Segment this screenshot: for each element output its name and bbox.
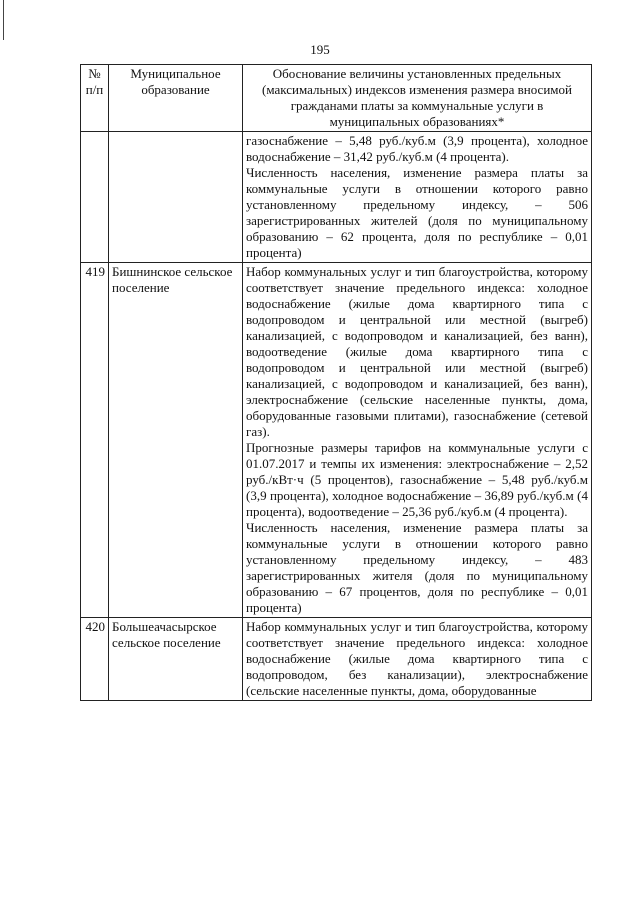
- justification-cell: [243, 263, 592, 618]
- justification-cell: [243, 132, 592, 263]
- row-number: 420: [81, 618, 109, 701]
- tariff-justification-table: [80, 64, 592, 701]
- row-number: [81, 132, 109, 263]
- justification-paragraph: Прогнозные размеры тарифов на коммунальные услуги с 01.07.2017 и темпы их изменения: электроснабжение – 2,52 руб./кВт·ч (5 процентов), газоснабжение – 5,48 руб./куб.м (3,9 процента), холодное водоснабжение – 36,89 руб./куб.м (4 процента), водоотведение – 25,36 руб./куб.м (4 процента).: [246, 440, 588, 519]
- justification-paragraph: Численность населения, изменение размера платы за коммунальные услуги в отношении которого равно установленному предельному индексу, – 506 зарегистрированных жителей (доля по муниципальному образованию – 62 процента, доля по республике – 0,01 процента): [246, 165, 588, 260]
- municipality-name: [109, 132, 243, 263]
- municipality-name: Бишнинское сельское поселение: [109, 263, 243, 618]
- table-row: [81, 618, 592, 701]
- margin-line: [3, 0, 4, 40]
- header-num: № п/п: [81, 65, 109, 132]
- table-row: [81, 132, 592, 263]
- page-number: 195: [310, 42, 330, 57]
- table-header-row: [81, 65, 592, 132]
- justification-paragraph: Набор коммунальных услуг и тип благоустройства, которому соответствует значение предельного индекса: холодное водоснабжение (жилые дома квартирного типа с водопроводом и центральной или местной (выгреб) канализацией, с водопроводом и канализацией, без ванн), водоотведение (жилые дома квартирного типа с водопроводом и центральной или местной (выгреб) канализацией, с водопроводом и канализацией, без ванн), электроснабжение (сельские населенные пункты, дома, оборудованные газовыми плитами), газоснабжение (сетевой газ).: [246, 264, 588, 439]
- header-justification: Обоснование величины установленных предельных (максимальных) индексов изменения размера вносимой гражданами платы за коммунальные услуги в муниципальных образованиях*: [243, 65, 592, 132]
- justification-paragraph: газоснабжение – 5,48 руб./куб.м (3,9 процента), холодное водоснабжение – 31,42 руб./куб.м (4 процента).: [246, 133, 588, 164]
- header-municipality: Муниципальное образование: [109, 65, 243, 132]
- row-number: 419: [81, 263, 109, 618]
- table-row: [81, 263, 592, 618]
- municipality-name: Большеачасырское сельское поселение: [109, 618, 243, 701]
- justification-paragraph: Численность населения, изменение размера платы за коммунальные услуги в отношении которого равно установленному предельному индексу, – 483 зарегистрированных жителя (доля по муниципальному образованию – 67 процентов, доля по республике – 0,01 процента): [246, 520, 588, 615]
- justification-paragraph: Набор коммунальных услуг и тип благоустройства, которому соответствует значение предельного индекса: холодное водоснабжение (жилые дома квартирного типа с водопроводом, без канализации), электроснабжение (сельские населенные пункты, дома, оборудованные: [246, 619, 588, 698]
- justification-cell: [243, 618, 592, 701]
